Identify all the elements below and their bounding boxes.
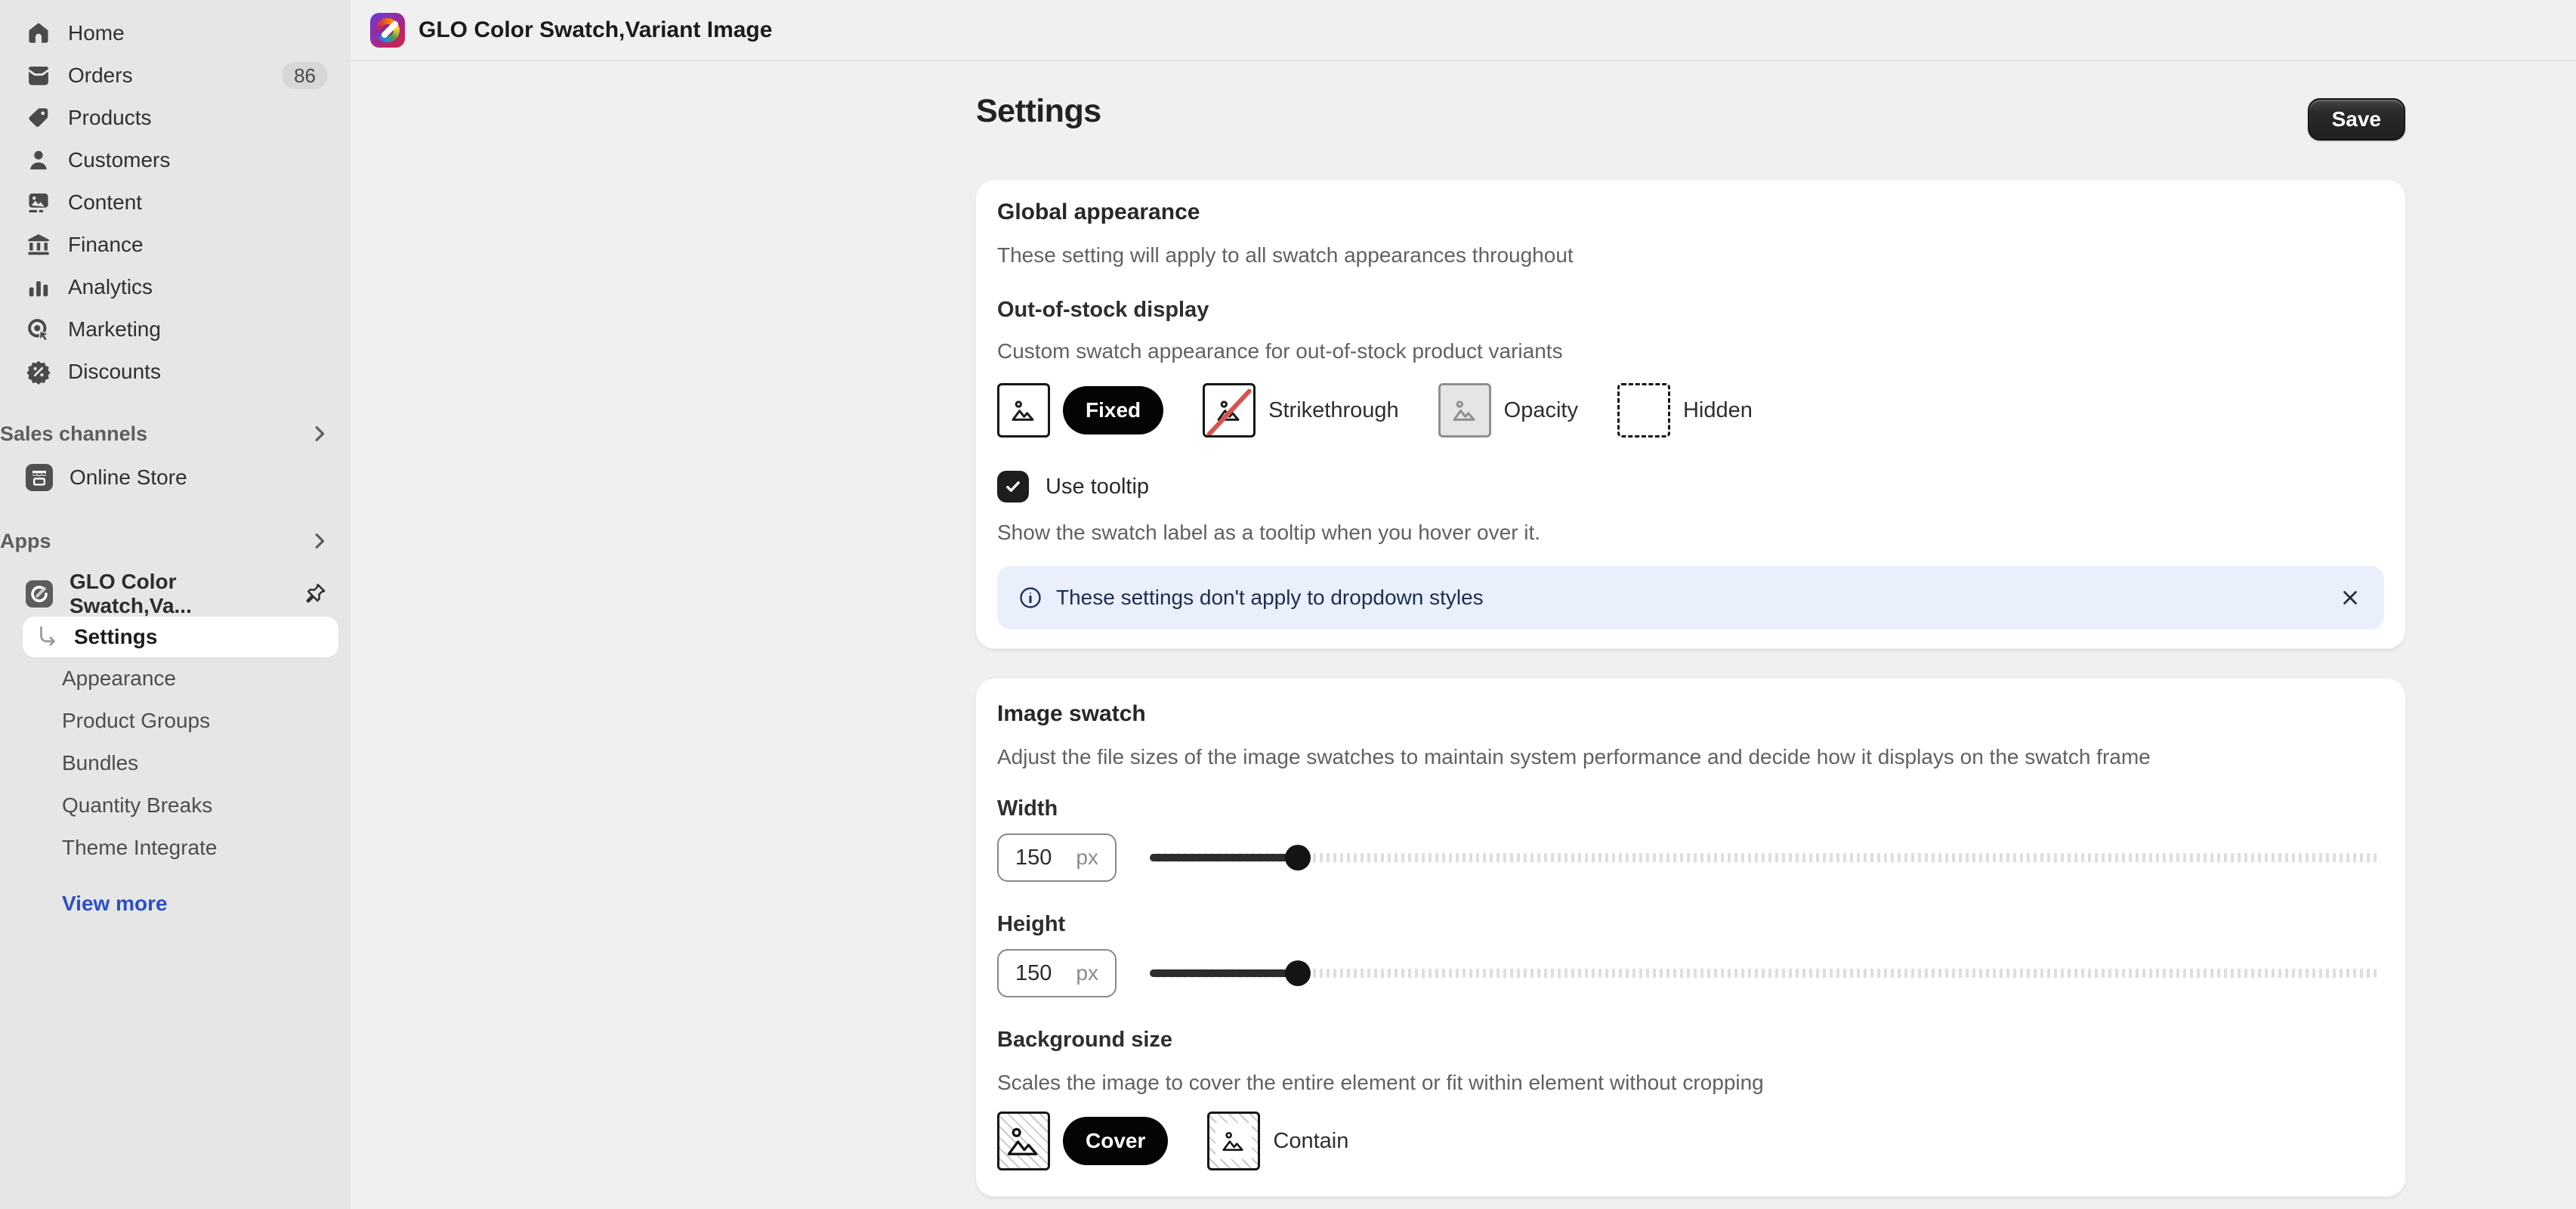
chevron-right-icon [308, 530, 331, 552]
topbar [351, 0, 2576, 61]
bg-option-cover[interactable] [997, 1112, 1168, 1170]
fixed-swatch-preview [997, 383, 1050, 438]
home-icon [26, 20, 51, 46]
height-slider-fill [1150, 969, 1298, 977]
strikethrough-swatch-preview [1203, 383, 1256, 438]
apps-label: Apps [0, 529, 51, 552]
opacity-swatch-preview [1438, 383, 1491, 438]
sidebar-item-label: Settings [74, 625, 158, 648]
orders-count-badge: 86 [282, 62, 328, 89]
marketing-icon [26, 317, 51, 342]
image-icon [1219, 1127, 1248, 1155]
width-slider-fill [1150, 854, 1298, 861]
height-label: Height [997, 912, 1066, 936]
width-value: 150 [1015, 845, 1052, 870]
sidebar-item-products[interactable] [0, 97, 351, 139]
main-content [351, 63, 2576, 1209]
background-size-label: Background size [997, 1028, 1173, 1052]
height-unit: px [1076, 961, 1098, 985]
sidebar-item-label: Quantity Breaks [62, 793, 213, 817]
products-icon [26, 105, 51, 131]
sidebar-item-label: Home [68, 21, 125, 45]
view-more-link[interactable] [0, 883, 351, 925]
width-slider-handle[interactable] [1285, 845, 1311, 870]
elbow-arrow-icon [35, 624, 60, 650]
save-button[interactable] [2308, 98, 2405, 141]
option-label: Contain [1273, 1128, 1349, 1153]
oos-options-row [997, 383, 2384, 438]
option-label: Opacity [1503, 397, 1578, 422]
width-unit: px [1076, 846, 1098, 869]
topbar-app-title: GLO Color Swatch,Variant Image [419, 17, 773, 42]
sidebar-item-analytics[interactable] [0, 266, 351, 308]
close-icon[interactable] [2337, 585, 2363, 611]
oos-option-fixed[interactable] [997, 383, 1163, 438]
sidebar-item-label: GLO Color Swatch,Va... [69, 570, 192, 617]
sidebar-item-label: Analytics [68, 275, 153, 298]
analytics-icon [26, 274, 51, 300]
option-label: Hidden [1682, 397, 1753, 422]
fixed-selected-pill: Fixed [1063, 386, 1163, 434]
sidebar-item-label: Product Groups [62, 709, 211, 732]
sidebar-item-label: Bundles [62, 751, 139, 775]
info-banner [997, 566, 2384, 629]
contain-inner-box [1215, 1123, 1252, 1159]
sidebar-item-label: Theme Integrate [62, 836, 218, 859]
image-icon [1008, 395, 1039, 425]
sidebar-item-orders[interactable] [0, 54, 351, 97]
width-slider[interactable] [1150, 833, 2384, 882]
oos-option-strikethrough[interactable] [1203, 383, 1399, 438]
sidebar-item-home[interactable] [0, 12, 351, 54]
sidebar-item-discounts[interactable] [0, 351, 351, 393]
page-title: Settings [976, 93, 1101, 129]
card-title: Image swatch [997, 701, 1146, 726]
contain-swatch-preview [1207, 1112, 1260, 1170]
sidebar-item-content[interactable] [0, 181, 351, 224]
view-more-label: View more [62, 892, 168, 915]
card-description: Adjust the file sizes of the image swatches to maintain system performance and decide how it displays on the swatch frame [997, 745, 2151, 768]
width-input[interactable] [997, 833, 1117, 882]
sidebar-item-label: Marketing [68, 317, 161, 341]
chevron-right-icon [308, 422, 331, 445]
check-icon [1003, 477, 1023, 496]
hidden-swatch-preview [1617, 383, 1670, 438]
use-tooltip-row[interactable] [997, 471, 2384, 502]
use-tooltip-checkbox[interactable] [997, 471, 1029, 502]
card-title: Global appearance [997, 199, 1200, 224]
save-button-label: Save [2331, 107, 2381, 131]
orders-icon [26, 63, 51, 88]
sidebar-item-label: Finance [68, 233, 144, 256]
background-size-options-row [997, 1112, 2384, 1170]
card-description: These setting will apply to all swatch appearances throughout [997, 243, 1574, 267]
sidebar-item-online-store[interactable] [0, 455, 351, 500]
banner-text: These settings don't apply to dropdown styles [1056, 586, 1484, 609]
width-slider-track[interactable] [1150, 853, 2378, 862]
bg-option-contain[interactable] [1207, 1112, 1348, 1170]
sidebar [0, 0, 351, 1209]
sales-channels-header[interactable] [0, 413, 351, 455]
use-tooltip-label: Use tooltip [1046, 474, 1150, 499]
sidebar-item-label: Discounts [68, 360, 161, 383]
cover-selected-pill: Cover [1063, 1117, 1168, 1165]
discounts-icon [26, 359, 51, 385]
customers-icon [26, 147, 51, 173]
option-label: Strikethrough [1268, 397, 1399, 422]
sidebar-item-marketing[interactable] [0, 308, 351, 351]
sidebar-item-appearance[interactable] [0, 657, 351, 700]
image-icon [1450, 395, 1480, 425]
sidebar-item-label: Products [68, 106, 152, 129]
oos-option-opacity[interactable] [1438, 383, 1578, 438]
height-input[interactable] [997, 949, 1117, 997]
height-value: 150 [1015, 960, 1052, 985]
sidebar-item-label: Online Store [69, 465, 187, 489]
glo-app-mini-icon [26, 580, 53, 608]
global-appearance-card [976, 180, 2405, 648]
width-label: Width [997, 796, 1058, 821]
sidebar-item-label: Orders [68, 63, 133, 87]
use-tooltip-help: Show the swatch label as a tooltip when you hover over it. [997, 521, 1541, 544]
info-icon [1018, 586, 1042, 610]
sidebar-item-label: Customers [68, 148, 171, 172]
online-store-icon [26, 464, 53, 491]
sidebar-item-quantity-breaks[interactable] [0, 784, 351, 827]
image-swatch-card [976, 679, 2405, 1196]
background-size-description: Scales the image to cover the entire element or fit within element without cropping [997, 1071, 1764, 1094]
oos-display-label: Out-of-stock display [997, 298, 1209, 322]
content-icon [26, 190, 51, 215]
sidebar-item-customers[interactable] [0, 139, 351, 181]
finance-icon [26, 232, 51, 258]
sidebar-item-label: Content [68, 190, 143, 214]
sidebar-item-settings[interactable] [23, 617, 338, 657]
height-slider[interactable] [1150, 949, 2384, 997]
sales-channels-label: Sales channels [0, 422, 148, 445]
oos-display-description: Custom swatch appearance for out-of-stock product variants [997, 339, 1563, 363]
height-slider-handle[interactable] [1285, 960, 1311, 986]
sidebar-item-product-groups[interactable] [0, 700, 351, 742]
height-row [997, 949, 2384, 997]
sidebar-item-finance[interactable] [0, 224, 351, 266]
sidebar-item-label: Appearance [62, 666, 177, 690]
oos-option-hidden[interactable] [1617, 383, 1753, 438]
pin-icon[interactable] [302, 581, 328, 607]
apps-header[interactable] [0, 520, 351, 562]
sidebar-item-bundles[interactable] [0, 742, 351, 784]
cover-swatch-preview [997, 1112, 1050, 1170]
image-icon [1002, 1120, 1045, 1162]
height-slider-track[interactable] [1150, 969, 2378, 978]
sidebar-item-glo-app[interactable] [0, 571, 351, 617]
sidebar-item-theme-integrate[interactable] [0, 827, 351, 869]
width-row [997, 833, 2384, 882]
glo-app-icon [370, 13, 405, 48]
